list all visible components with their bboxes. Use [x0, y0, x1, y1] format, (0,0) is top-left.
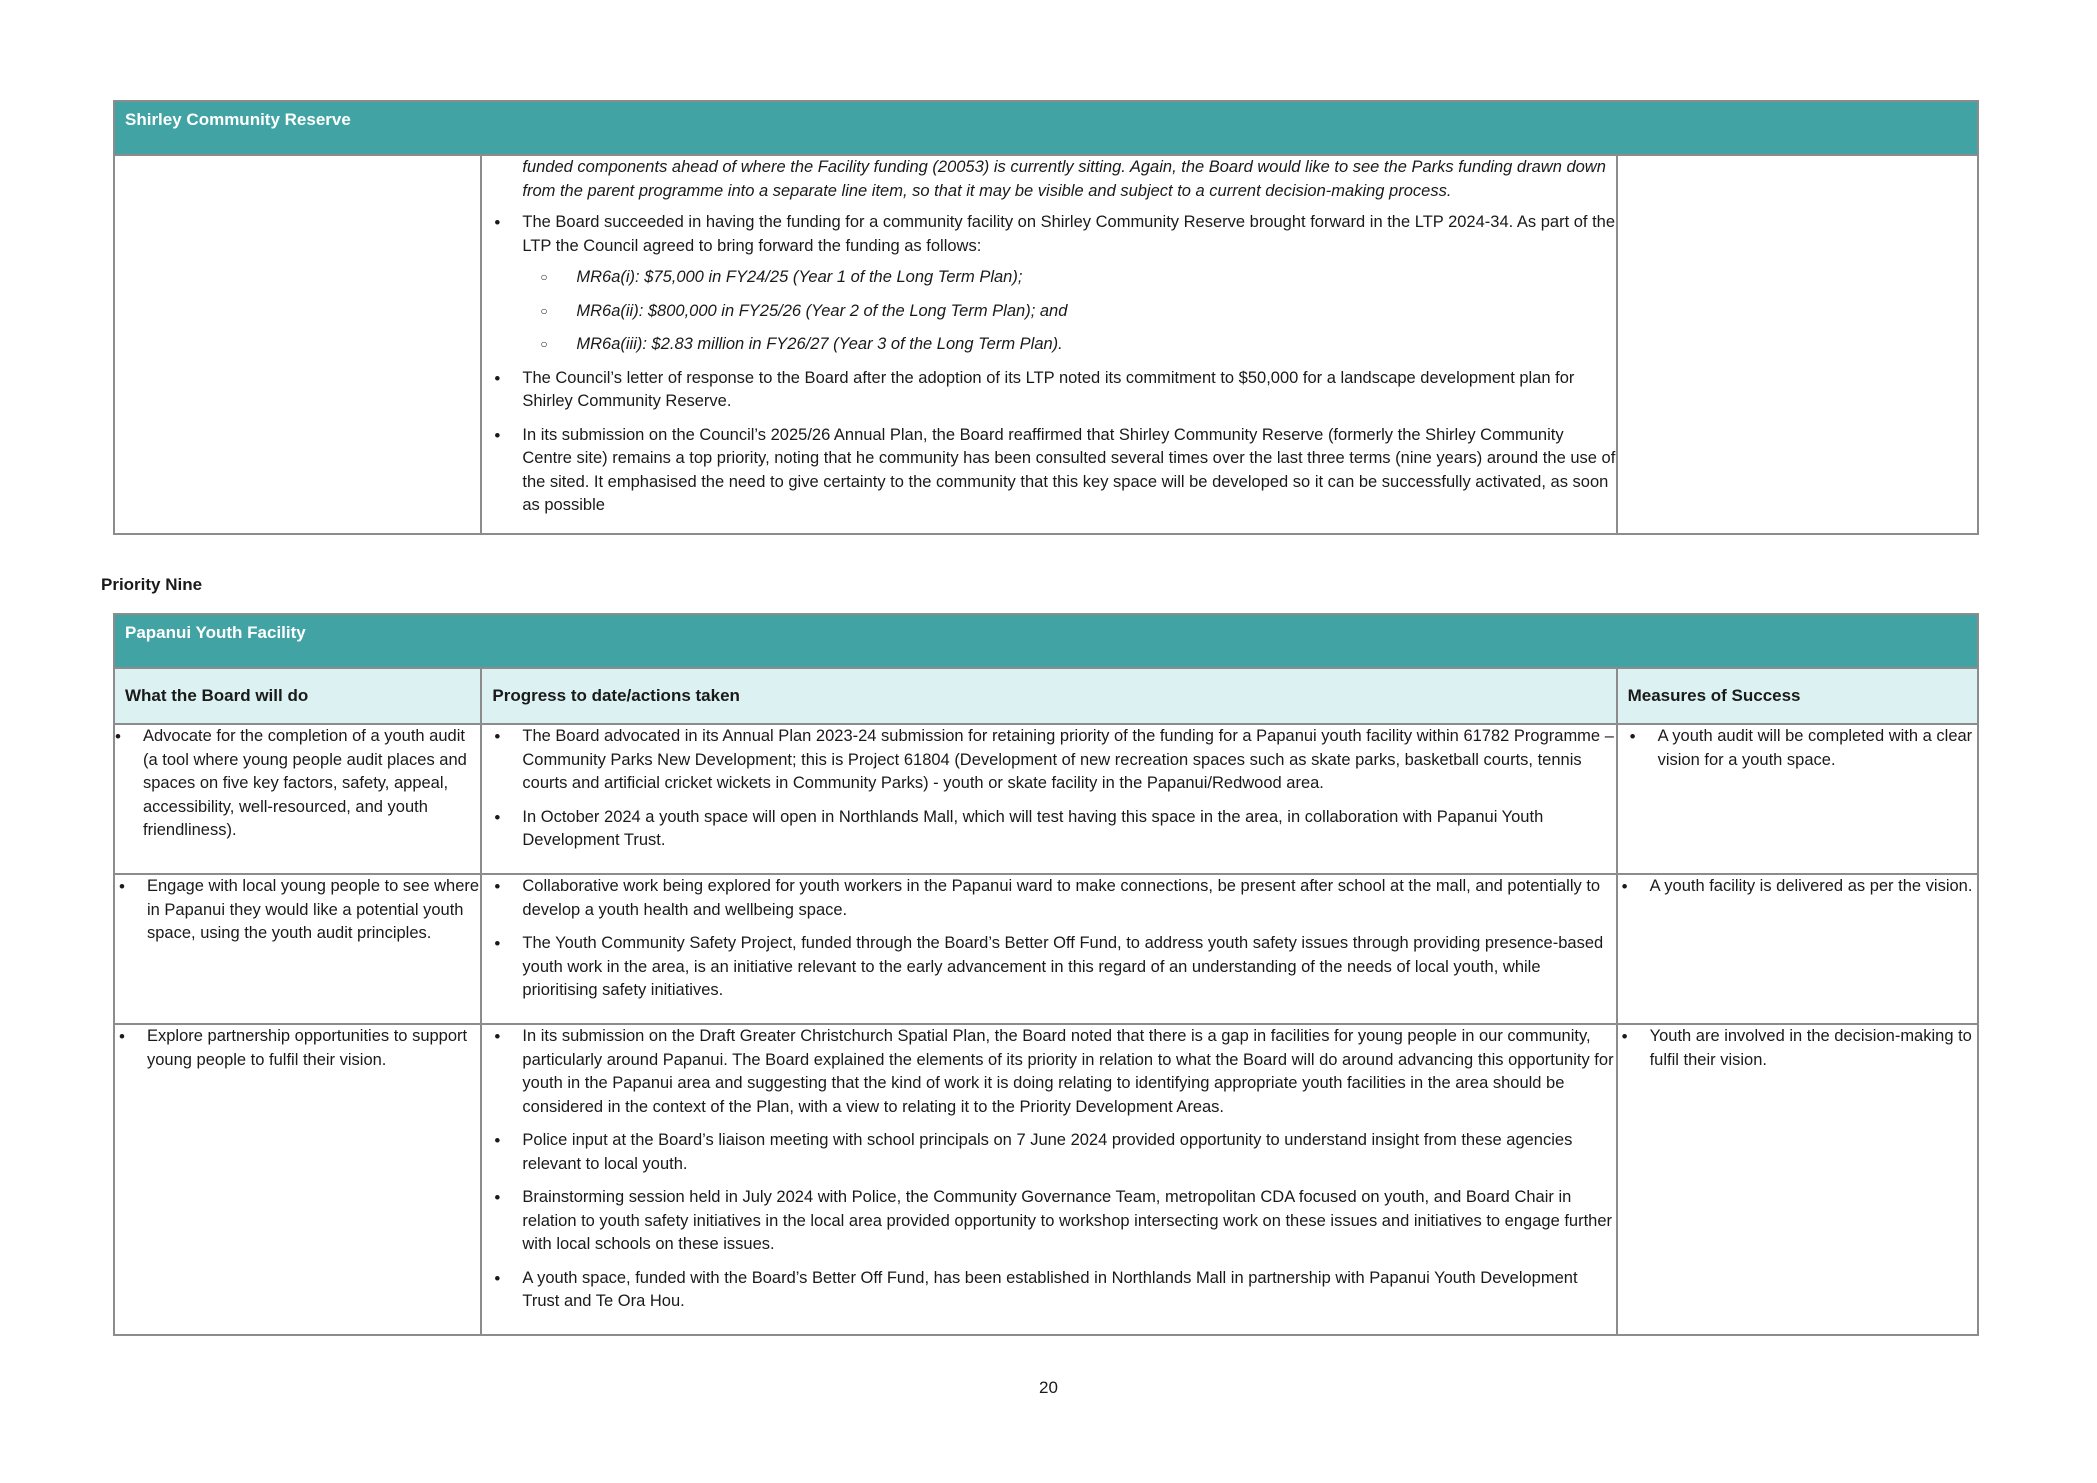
measure-cell: [1617, 724, 1978, 874]
shirley-col1-cell: [114, 155, 481, 534]
list-item: • In October 2024 a youth space will open in Northlands Mall, which will test having this space in the area, in collaboration with Papanui Youth Development Trust.: [522, 806, 1615, 853]
list-item: • A youth facility is delivered as per the vision.: [1650, 875, 1977, 899]
shirley-continued-text: funded components ahead of where the Facility funding (20053) is currently sitting. Again, the Board would like to see the Parks funding drawn down from the parent programme into a separate line item, so that it may be visible and subject to a current decision-making process.: [522, 158, 1606, 200]
list-item: [522, 211, 1615, 357]
what-cell: [114, 1024, 481, 1335]
progress-list: [482, 725, 1615, 853]
list-item: ○ MR6a(i): $75,000 in FY24/25 (Year 1 of the Long Term Plan);: [576, 266, 1615, 290]
measure-list: [1618, 1025, 1977, 1072]
progress-list: [482, 875, 1615, 1003]
measure-list: [1618, 875, 1977, 899]
list-item: • Police input at the Board’s liaison meeting with school principals on 7 June 2024 provided opportunity to understand insight from these agencies relevant to local youth.: [522, 1129, 1615, 1176]
shirley-reserve-table: [113, 100, 1979, 535]
list-item: • Explore partnership opportunities to support young people to fulfil their vision.: [147, 1025, 480, 1072]
shirley-bullet-1: The Board succeeded in having the funding for a community facility on Shirley Community Reserve brought forward in the LTP 2024-34. As part of the LTP the Council agreed to bring forward the funding as follows:: [522, 213, 1616, 255]
page-number: 20: [1039, 1378, 1058, 1397]
list-item: • Brainstorming session held in July 2024 with Police, the Community Governance Team, metropolitan CDA focused on youth, and Board Chair in relation to youth safety initiatives in the local area provided opportunity to workshop intersecting work on these issues and initiatives to engage further with local schools on these issues.: [522, 1186, 1615, 1257]
table-row: [114, 1024, 1978, 1335]
shirley-col3-cell: [1617, 155, 1978, 534]
list-item: • Advocate for the completion of a youth audit (a tool where young people audit places and spaces on five key factors, safety, appeal, accessibility, well-resourced, and youth friendliness).: [143, 725, 480, 843]
progress-cell: [481, 724, 1616, 874]
list-item: • Collaborative work being explored for youth workers in the Papanui ward to make connections, be present after school at the mall, and potentially to develop a youth health and wellbeing space.: [522, 875, 1615, 922]
list-item: ○ MR6a(iii): $2.83 million in FY26/27 (Year 3 of the Long Term Plan).: [576, 333, 1615, 357]
column-header-progress: Progress to date/actions taken: [481, 668, 1616, 724]
shirley-table-title: Shirley Community Reserve: [114, 101, 1978, 155]
list-item: • In its submission on the Draft Greater Christchurch Spatial Plan, the Board noted that there is a gap in facilities for young people in our community, particularly around Papanui. The Board explained the elements of its priority in relation to what the Board will do around advancing this opportunity for youth in the Papanui area and suggesting that the kind of work it is doing relating to identifying appropriate youth facilities in the area should be considered in the context of the Plan, with a view to relating it to the Priority Development Areas.: [522, 1025, 1615, 1119]
shirley-progress-list: [482, 211, 1615, 518]
list-item: • Engage with local young people to see where in Papanui they would like a potential youth space, using the youth audit principles.: [147, 875, 480, 946]
shirley-funding-sublist: [522, 266, 1615, 357]
measure-cell: [1617, 874, 1978, 1024]
list-item: ○ MR6a(ii): $800,000 in FY25/26 (Year 2 of the Long Term Plan); and: [576, 300, 1615, 324]
progress-list: [482, 1025, 1615, 1314]
list-item: • A youth space, funded with the Board’s Better Off Fund, has been established in Northlands Mall in partnership with Papanui Youth Development Trust and Te Ora Hou.: [522, 1267, 1615, 1314]
what-list: [115, 725, 480, 843]
list-item: • The Board advocated in its Annual Plan 2023-24 submission for retaining priority of the funding for a Papanui youth facility within 61782 Programme – Community Parks New Development; this is Project 61804 (Development of new recreation spaces such as skate parks, basketball courts, tennis courts and artificial cricket wickets in Community Parks) - youth or skate facility in the Papanui/Redwood area.: [522, 725, 1615, 796]
column-header-measures: Measures of Success: [1617, 668, 1978, 724]
measure-list: [1618, 725, 1977, 772]
what-list: [115, 1025, 480, 1072]
what-list: [115, 875, 480, 946]
list-item: • A youth audit will be completed with a clear vision for a youth space.: [1658, 725, 1977, 772]
column-header-what: What the Board will do: [114, 668, 481, 724]
progress-cell: [481, 1024, 1616, 1335]
list-item: • The Youth Community Safety Project, funded through the Board’s Better Off Fund, to address youth safety issues through providing presence-based youth work in the area, is an initiative relevant to the early advancement in this regard of an understanding of the needs of local youth, while prioritising safety initiatives.: [522, 932, 1615, 1003]
papanui-youth-table: [113, 613, 1979, 1336]
priority-heading: Priority Nine: [101, 575, 203, 594]
list-item: • The Council’s letter of response to the Board after the adoption of its LTP noted its commitment to $50,000 for a landscape development plan for Shirley Community Reserve.: [522, 367, 1615, 414]
list-item: • Youth are involved in the decision-making to fulfil their vision.: [1650, 1025, 1977, 1072]
measure-cell: [1617, 1024, 1978, 1335]
list-item: • In its submission on the Council’s 2025/26 Annual Plan, the Board reaffirmed that Shirley Community Reserve (formerly the Shirley Community Centre site) remains a top priority, noting that he community has been consulted several times over the last three terms (nine years) around the use of the sited. It emphasised the need to give certainty to the community that this key space will be developed so it can be successfully activated, as soon as possible: [522, 424, 1615, 518]
papanui-table-title: Papanui Youth Facility: [114, 614, 1978, 668]
progress-cell: [481, 874, 1616, 1024]
what-cell: [114, 724, 481, 874]
what-cell: [114, 874, 481, 1024]
table-row: [114, 874, 1978, 1024]
table-row: [114, 724, 1978, 874]
shirley-progress-cell: [481, 155, 1616, 534]
